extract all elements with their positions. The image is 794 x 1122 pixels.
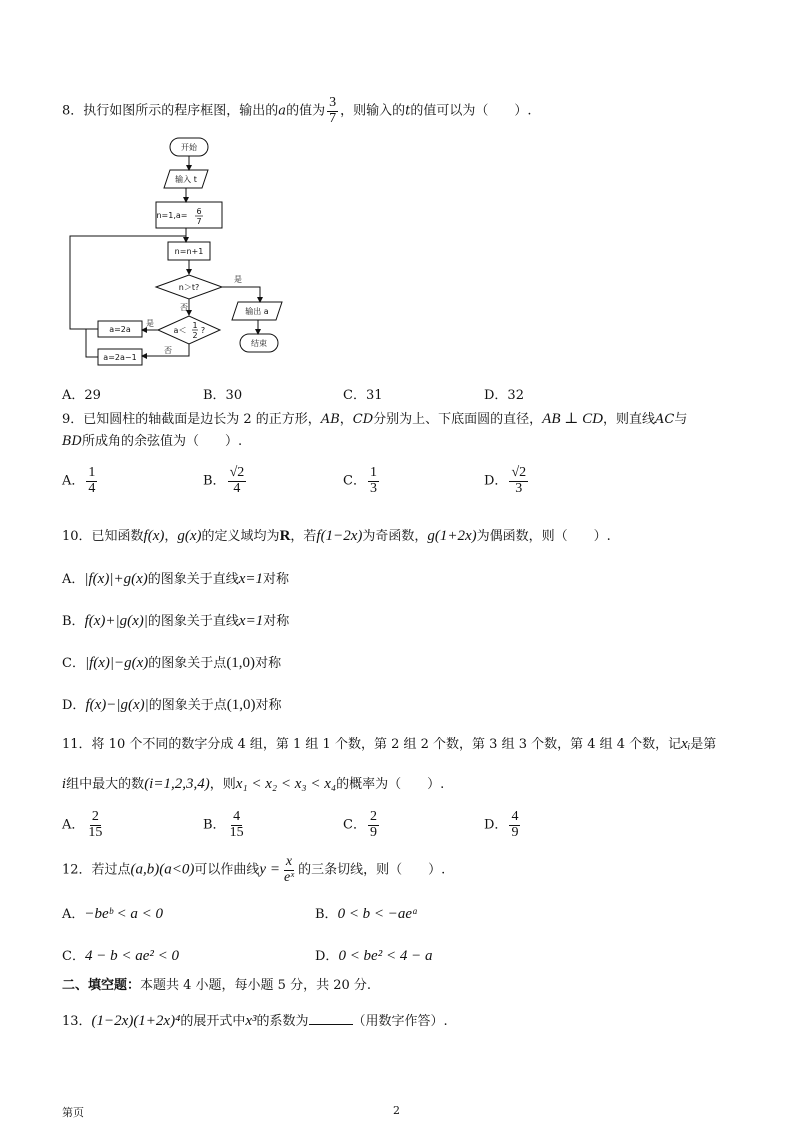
q13-answer-blank[interactable] (309, 1012, 353, 1025)
q8-stem (62, 96, 531, 126)
q11-xi: xᵢ (681, 736, 691, 752)
q9-a-num: 1 (88, 465, 96, 480)
q8-option-c: C．31 (343, 388, 383, 403)
flow-start-text: 开始 (181, 143, 197, 152)
q11-text-c: 组中最大的数 (66, 777, 145, 792)
q11-cond: (i=1,2,3,4) (144, 776, 210, 792)
q12-option-a (62, 903, 163, 923)
q9-d-den: 3 (515, 480, 523, 496)
q12-frac-den: eˣ (283, 869, 295, 885)
q12-point: (a,b)(a<0) (130, 861, 195, 878)
q10-b-target: x=1 (238, 613, 264, 629)
section-2-heading (62, 978, 371, 995)
q11-text-e: 的概率为（ ）. (336, 777, 445, 792)
section-2-desc: 本题共 4 小题，每小题 5 分，共 20 分. (140, 978, 372, 993)
q9-option-a-label: A． (62, 473, 85, 489)
q11-c-num: 2 (369, 809, 377, 824)
q11-a-label: A． (62, 817, 85, 833)
q10-b-expr: f(x)+|g(x)| (84, 613, 148, 629)
q10-text-a: 10．已知函数 (62, 529, 144, 544)
q11-b-frac (228, 810, 246, 840)
q10-option-c (62, 652, 281, 672)
flow-init-num: 6 (196, 207, 202, 216)
q9-option-c-label: C． (343, 473, 366, 489)
page-number: 2 (393, 1104, 400, 1117)
q10-d-end: 对称 (255, 698, 282, 713)
q9-b-num: √2 (229, 465, 245, 480)
q11-option-d (484, 810, 522, 840)
q11-c-den: 9 (369, 824, 377, 840)
q10-a-label: A． (62, 572, 85, 587)
q12-stem (62, 855, 445, 885)
q10-option-a (62, 568, 289, 588)
q9-option-a (62, 466, 99, 496)
flow-assign1-text: a=2a (109, 325, 131, 334)
q10-b-end: 对称 (263, 614, 290, 629)
q10-a-tail: 的图象关于直线 (147, 572, 239, 587)
q11-b-num: 4 (233, 809, 241, 824)
q11-line1 (62, 735, 716, 755)
q13-x3: x³ (245, 1013, 257, 1029)
q11-d-frac (509, 810, 520, 840)
flow-cond2-text: a＜ (173, 326, 187, 335)
q9-option-b-frac (228, 466, 247, 496)
q10-text-b: 的定义域均为 (201, 529, 280, 544)
q8-text-b: 的值为 (286, 103, 326, 119)
q13-number: 13． (62, 1014, 92, 1029)
q10-d-target: (1,0) (226, 697, 256, 713)
q10-gx: g(x) (177, 528, 202, 544)
q11-ineq: x₁ < x₂ < x₃ < x₄ (235, 776, 337, 792)
q8-flowchart (60, 132, 300, 378)
q10-a-expr: |f(x)|+g(x) (84, 571, 148, 587)
q12-text-a: 12．若过点 (62, 862, 131, 878)
q12-frac (282, 855, 296, 885)
q12-y: y = (259, 861, 280, 878)
q13-expr: (1−2x)(1+2x)⁴ (91, 1013, 181, 1029)
q10-c-expr: |f(x)|−g(x) (84, 655, 149, 671)
q12-c-expr: 4 − b < ae² < 0 (84, 948, 179, 964)
q12-text-c: 的三条切线，则（ ）. (298, 862, 446, 878)
flow-yes2-text: 是 (146, 319, 154, 328)
q9-option-c (343, 466, 381, 496)
q12-frac-num: x (285, 854, 293, 869)
q11-b-label: B． (203, 817, 226, 833)
q10-a-end: 对称 (263, 572, 290, 587)
q9-option-d-label: D． (484, 473, 508, 489)
flow-assign2-text: a=2a−1 (103, 353, 137, 362)
q9-b-den: 4 (233, 480, 241, 496)
q11-text-a: 11．将 10 个不同的数字分成 4 组，第 1 组 1 个数，第 2 组 2 个数，第 3 组 3 个数，第 4 组 4 个数，记 (62, 737, 682, 752)
q12-a-expr: −beᵇ < a < 0 (84, 906, 163, 922)
q10-f12x: f(1−2x) (316, 528, 363, 544)
q12-d-expr: 0 < be² < 4 − a (338, 948, 433, 964)
q8-frac-den: 7 (329, 110, 337, 126)
q10-c-label: C． (62, 656, 85, 671)
q9-bd: BD (62, 434, 82, 449)
q12-option-c (62, 945, 179, 965)
q10-R: R (279, 528, 291, 544)
q10-c-tail: 的图象关于点 (148, 656, 227, 671)
q8-frac-num: 3 (329, 95, 337, 110)
q11-c-frac (368, 810, 379, 840)
q12-b-expr: 0 < b < −aeᵃ (337, 906, 419, 922)
q8-option-a: A．29 (62, 388, 101, 403)
flow-incr-text: n=n+1 (174, 247, 204, 256)
q13-text-c: （用数字作答）. (352, 1014, 448, 1029)
q11-b-den: 15 (229, 824, 244, 840)
q9-a-den: 4 (88, 480, 96, 496)
q9-option-d (484, 466, 530, 496)
q10-d-label: D． (62, 698, 86, 713)
q9-ab: AB (320, 412, 340, 427)
q9-c-den: 3 (369, 480, 377, 496)
flow-cond1-text: n＞t? (178, 283, 200, 292)
q11-option-a (62, 810, 106, 840)
q10-g12x: g(1+2x) (427, 528, 477, 544)
q10-option-b (62, 610, 289, 630)
q10-d-tail: 的图象关于点 (148, 698, 227, 713)
q11-line2 (62, 775, 444, 795)
q11-text-b: 是第 (690, 737, 717, 752)
q13-stem (62, 1012, 448, 1032)
flow-yes1-text: 是 (234, 275, 242, 284)
q11-a-num: 2 (91, 809, 99, 824)
flow-output-text: 输出 a (245, 307, 269, 316)
q12-c-label: C． (62, 949, 85, 964)
q11-d-label: D． (484, 817, 508, 833)
q10-b-label: B． (62, 614, 85, 629)
q8-var-a: a (278, 103, 287, 119)
q9-option-d-frac (509, 466, 528, 496)
q8-number: 8． (62, 103, 84, 119)
flow-end-text: 结束 (251, 339, 267, 348)
q12-b-label: B． (315, 907, 338, 922)
flow-cond2-den: 2 (192, 331, 198, 340)
q12-d-label: D． (315, 949, 339, 964)
q11-c-label: C． (343, 817, 366, 833)
q11-a-den: 15 (88, 824, 103, 840)
flow-input-text: 输入 t (175, 175, 197, 184)
flow-no2-text: 否 (164, 346, 172, 355)
q13-text-a: 的展开式中 (180, 1014, 246, 1029)
q8-text-d: 的值可以为（ ）. (410, 103, 532, 119)
q9-comma: ， (339, 412, 353, 427)
q10-sep: ， (164, 529, 178, 544)
footer-left: 第页 (62, 1106, 84, 1119)
section-2-title: 二、填空题： (62, 978, 141, 993)
q9-perp: AB ⊥ CD (542, 411, 603, 427)
flow-init-den: 7 (196, 217, 202, 226)
flow-cond2-num: 1 (192, 321, 198, 330)
q8-text-a: 执行如图所示的程序框图，输出的 (83, 103, 279, 119)
q10-c-target: (1,0) (226, 655, 256, 671)
q10-stem (62, 527, 611, 547)
flow-no1-text: 否 (180, 303, 188, 312)
q12-option-d (315, 945, 432, 965)
q9-text-a: 9．已知圆柱的轴截面是边长为 2 的正方形， (62, 412, 321, 427)
q12-option-b (315, 903, 418, 923)
q12-text-b: 可以作曲线 (194, 862, 260, 878)
q10-c-end: 对称 (255, 656, 282, 671)
q9-c-num: 1 (369, 465, 377, 480)
q11-d-den: 9 (511, 824, 519, 840)
q10-option-d (62, 694, 282, 714)
q9-option-b (203, 466, 248, 496)
q9-text-b: 分别为上、下底面圆的直径， (373, 412, 543, 427)
q10-text-d: 为奇函数， (362, 529, 428, 544)
q9-option-a-frac (86, 466, 97, 496)
q9-text-d: 与 (674, 412, 688, 427)
q8-var-t: t (405, 103, 411, 119)
q10-fx: f(x) (143, 528, 165, 544)
q8-option-b: B．30 (203, 388, 243, 403)
q10-a-target: x=1 (238, 571, 264, 587)
q9-line1 (62, 410, 687, 430)
q11-a-frac (86, 810, 104, 840)
q9-cd: CD (352, 412, 374, 427)
q9-option-b-label: B． (203, 473, 226, 489)
q11-option-c (343, 810, 381, 840)
q11-i: i (62, 777, 67, 792)
q8-fraction (327, 96, 338, 126)
q11-text-d: ，则 (209, 777, 236, 792)
flow-cond2-q: ? (200, 326, 206, 335)
q8-option-d: D．32 (484, 388, 524, 403)
q9-d-num: √2 (511, 465, 527, 480)
q9-ac: AC (654, 412, 675, 427)
q9-text-line2: 所成角的余弦值为（ ）. (81, 434, 243, 449)
q13-text-b: 的系数为 (256, 1014, 309, 1029)
q12-a-label: A． (62, 907, 85, 922)
q9-text-c: ，则直线 (602, 412, 655, 427)
flow-init-text: n=1,a= (156, 211, 188, 220)
flow-condition-2 (158, 316, 220, 344)
q10-b-tail: 的图象关于直线 (147, 614, 239, 629)
q10-d-expr: f(x)−|g(x)| (85, 697, 149, 713)
q9-line2 (62, 434, 242, 451)
q10-text-c: ，若 (290, 529, 317, 544)
q9-option-c-frac (368, 466, 379, 496)
q11-option-b (203, 810, 248, 840)
q8-text-c: ，则输入的 (340, 103, 406, 119)
q11-d-num: 4 (511, 809, 519, 824)
q10-text-e: 为偶函数，则（ ）. (476, 529, 611, 544)
